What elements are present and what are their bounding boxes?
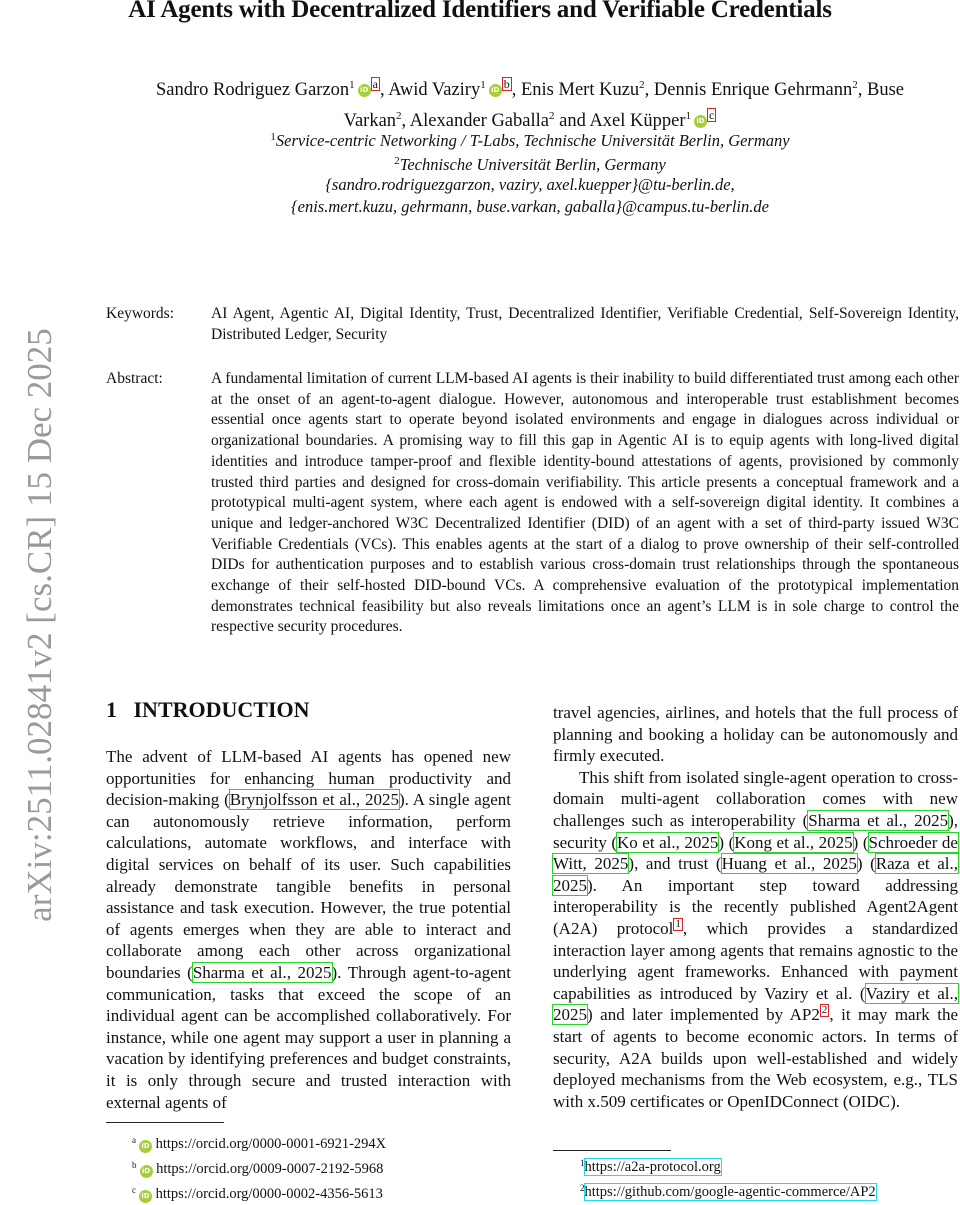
footnote-rule bbox=[553, 1150, 671, 1151]
citation-link[interactable]: Ko et al., 2025 bbox=[617, 832, 719, 852]
citation-link[interactable]: Brynjolfsson et al., 2025 bbox=[229, 790, 399, 810]
orcid-url-link[interactable]: https://orcid.org/0000-0002-4356-5613 bbox=[155, 1186, 383, 1202]
author-name: Alexander Gaballa bbox=[409, 111, 549, 131]
keywords-text: AI Agent, Agentic AI, Digital Identity, Trust, Decentralized Identifier, Verifiable Credential, Self-Sovereign Identity, Distributed Ledger, Security bbox=[211, 305, 959, 343]
footnote-item: $^c$iD https://orcid.org/0000-0002-4356-5613 bbox=[132, 1185, 383, 1202]
author-name: Sandro Rodriguez Garzon bbox=[156, 80, 350, 100]
affiliation-1: $^1$Service-centric Networking / T-Labs, Technische Universität Berlin, Germany bbox=[270, 131, 790, 150]
paper-title: AI Agents with Decentralized Identifiers and Verifiable Credentials bbox=[128, 0, 832, 23]
intro-right-column bbox=[553, 702, 958, 1112]
email-line-1: {sandro.rodriguezgarzon, vaziry, axel.kuepper}@tu-berlin.de, bbox=[325, 175, 735, 194]
citation-link[interactable]: Sharma et al., 2025 bbox=[192, 962, 332, 982]
footnote-ref-link[interactable]: 1 bbox=[675, 917, 681, 930]
intro-left-column: The advent of LLM-based AI agents has opened new opportunities for enhancing human productivity and decision-making (Brynjolfsson et al., 2025). A single agent can autonomously retrieve information, perform calculations, automate workflows, and interface with digital services on behalf of its user. Such capabilities already demonstrate tangible benefits in personal assistance and task execution. However, the true potential of agents emerges when they are able to interact and collaborate among each other across organizational boundaries (Sharma et al., 2025). Through agent-to-agent communication, tasks that exceed the scope of an individual agent can be accomplished collaboratively. For instance, while one agent may support a user in planning a vacation by identifying preferences and budget constraints, it is only through secure and trusted interaction with external agents of bbox=[106, 747, 512, 1112]
footnote-ref-link[interactable]: 2 bbox=[821, 1004, 828, 1017]
orcid-footnotes bbox=[132, 1130, 386, 1205]
citation-link[interactable]: Vaziry et al., 2025 bbox=[553, 983, 959, 1025]
author-name: Enis Mert Kuzu bbox=[520, 80, 640, 100]
orcid-icon[interactable]: iD bbox=[694, 115, 707, 128]
citation-link[interactable]: Schroeder de Witt, 2025 bbox=[553, 832, 958, 874]
orcid-icon[interactable]: iD bbox=[358, 84, 371, 97]
author-name: Axel Küpper bbox=[589, 111, 686, 131]
url-footnotes bbox=[580, 1153, 876, 1203]
footnote-item: $^1$https://a2a-protocol.org bbox=[580, 1158, 721, 1175]
paragraph: This shift from isolated single-agent operation to cross-domain multi-agent collaboration comes with new challenges such as interoperability (Sharma et al., 2025), security (Ko et al., 2025) (Kong et al., 2025) (Schroeder de Witt, 2025), and trust (Huang et al., 2025) (Raza et al., 2025). An important step toward addressing interoperability is the recently published Agent2Agent (A2A) protocol 1 , which provides a standardized interaction layer among agents that remains agnostic to the underlying agent frameworks. Enhanced with payment capabilities as introduced by Vaziry et al. (Vaziry et al., 2025) and later implemented by AP2 2 , it may mark the start of agents to become economic actors. In terms of security, A2A builds upon well-established and widely deployed mechanisms from the Web ecosystem, e.g., TLS with x.509 certificates or OpenIDConnect (OIDC). bbox=[553, 767, 959, 1111]
citation-link[interactable]: Huang et al., 2025 bbox=[721, 854, 857, 874]
author-line-1: Sandro Rodriguez Garzon$^1$ iD a , Awid Vaziry$^1$ iD b , Enis Mert Kuzu$^2$, Dennis Enrique Gehrmann$^2$, Buse bbox=[156, 77, 904, 100]
footnote-url-link[interactable]: https://github.com/google-agentic-commerce/AP2 bbox=[584, 1184, 876, 1200]
orcid-icon: iD bbox=[139, 1190, 152, 1203]
author-line-2: Varkan$^2$, Alexander Gaballa$^2$ and Axel Küpper$^1$ iD c bbox=[343, 108, 715, 131]
citation-link[interactable]: Sharma et al., 2025 bbox=[808, 810, 949, 830]
orcid-footnote-link-b[interactable]: b bbox=[503, 77, 510, 91]
footnote-rule bbox=[106, 1122, 224, 1123]
orcid-footnote-link-a[interactable]: a bbox=[372, 77, 378, 91]
footnote-item: $^a$iD https://orcid.org/0000-0001-6921-294X bbox=[132, 1135, 387, 1152]
author-name: Awid Vaziry bbox=[388, 80, 481, 100]
author-name: Buse bbox=[866, 80, 904, 100]
keywords-label: Keywords: bbox=[106, 305, 175, 322]
orcid-footnote-link-c[interactable]: c bbox=[709, 108, 715, 122]
orcid-url-link[interactable]: https://orcid.org/0000-0001-6921-294X bbox=[155, 1136, 387, 1152]
paragraph: travel agencies, airlines, and hotels that the full process of planning and booking a holiday can be autonomously and firmly executed. bbox=[553, 703, 958, 766]
arxiv-stamp: arXiv:2511.02841v2 [cs.CR] 15 Dec 2025 bbox=[20, 328, 59, 922]
orcid-icon[interactable]: iD bbox=[489, 84, 502, 97]
orcid-url-link[interactable]: https://orcid.org/0009-0007-2192-5968 bbox=[156, 1161, 384, 1177]
email-line-2: {enis.mert.kuzu, gehrmann, buse.varkan, gaballa}@campus.tu-berlin.de bbox=[291, 197, 769, 216]
section-heading: 1 INTRODUCTION bbox=[106, 697, 310, 722]
author-name: Dennis Enrique Gehrmann bbox=[653, 80, 853, 100]
abstract-label: Abstract: bbox=[106, 370, 163, 387]
citation-link[interactable]: Kong et al., 2025 bbox=[734, 832, 853, 852]
footnote-item: $^b$iD https://orcid.org/0009-0007-2192-5968 bbox=[132, 1160, 384, 1177]
citation-link[interactable]: Raza et al., 2025 bbox=[553, 854, 959, 895]
affiliation-2: $^2$Technische Universität Berlin, Germany bbox=[394, 155, 666, 174]
orcid-icon: iD bbox=[140, 1165, 153, 1178]
footnote-item: $^2$https://github.com/google-agentic-commerce/AP2 bbox=[580, 1183, 876, 1200]
footnote-url-link[interactable]: https://a2a-protocol.org bbox=[584, 1159, 721, 1175]
author-name: Varkan bbox=[343, 111, 397, 131]
abstract-text: A fundamental limitation of current LLM-based AI agents is their inability to build differentiated trust among each other at the onset of an agent-to-agent dialogue. However, autonomous and interoperable trust establishment becomes essential once agents start to operate beyond isolated environments and engage in dialogues across individual or organizational boundaries. A promising way to fill this gap in Agentic AI is to equip agents with long-lived digital identities and introduce tamper-proof and flexible identity-bound attestations of agents, provisioned by commonly trusted third parties and designed for cross-domain verifiability. This article presents a conceptual framework and a prototypical multi-agent system, where each agent is endowed with a self-sovereign digital identity. It combines a unique and ledger-anchored W3C Decentralized Identifier (DID) of an agent with a set of third-party issued W3C Verifiable Credentials (VCs). This enables agents at the start of a dialog to prove ownership of their self-controlled DIDs for authentication purposes and to establish various cross-domain trust relationships through the spontaneous exchange of their self-hosted DID-bound VCs. A comprehensive evaluation of the prototypical implementation demonstrates technical feasibility but also reveals limitations once an agent’s LLM is in sole charge to control the respective security procedures. bbox=[211, 370, 959, 636]
orcid-icon: iD bbox=[139, 1140, 152, 1153]
